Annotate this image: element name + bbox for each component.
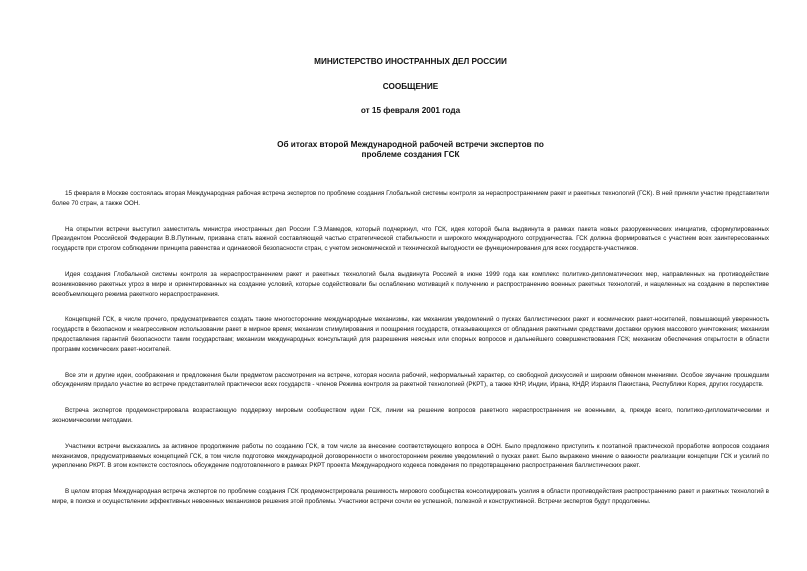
body-paragraph-3: Идея создания Глобальной системы контроля за нераспространением ракет и ракетных технологий была выдвинута Россией в июне 1999 года как комплекс политико-дипломатических мер, направленных на противодействие возникновению ракетных угроз в мире и ориентированных на создание условий, которые содействовали бы ослаблению мотиваций к получению и распространению военных ракетных технологий, и нацеленных на создание в перспективе всеобъемлющего режима ракетного нераспространения. xyxy=(52,270,769,298)
body-paragraph-8: В целом вторая Международная встреча экспертов по проблеме создания ГСК продемонстрировала решимость мирового сообщества консолидировать усилия в области противодействия распространению ракет и ракетных технологий в мире, в поиске и осуществлении эффективных невоенных механизмов решения этой проблемы. Участники встречи сочли ее успешной, полезной и конструктивной. Встречи экспертов будут продолжены. xyxy=(52,488,769,505)
body-paragraph-5: Все эти и другие идеи, соображения и предложения были предметом рассмотрения на встрече, которая носила рабочий, неформальный характер, со свободной дискуссией и широким обменом мнениями. Особое звучание прошедшим обсуждениям придало участие во встрече представителей практически всех государств - членов Режима контроля за ракетной технологией (РКРТ), а также КНР, Индии, Ирана, КНДР, Израиля Пакистана, Республики Корея, других государств. xyxy=(52,371,769,389)
body-paragraph-6: Встреча экспертов продемонстрировала возрастающую поддержку мировым сообществом идеи ГСК, линии на решение вопросов ракетного нераспространения не военными, а, прежде всего, политико-дипломатическими и экономическими методами. xyxy=(52,407,769,424)
ministry-heading: МИНИСТЕРСТВО ИНОСТРАННЫХ ДЕЛ РОССИИ xyxy=(314,57,507,66)
document-date: от 15 февраля 2001 года xyxy=(360,106,461,115)
body-paragraph-7: Участники встречи высказались за активное продолжение работы по созданию ГСК, в том числе за внесение соответствующего вопроса в ООН. Было предложено приступить к поэтапной практической проработке вопросов создания механизмов, предусматриваемых концепцией ГСК, в том числе подготовке международной договоренности о многостороннем режиме уведомлений о пусках ракет. Было выражено мнение о важности реализации концепции ГСК и усилий по укреплению РКРТ. В этом контексте состоялось обсуждение подготовленного в рамках РКРТ проекта Международного кодекса поведения по предотвращению распространения баллистических ракет. xyxy=(52,442,769,470)
document-body xyxy=(52,189,769,507)
document-title-line-2: проблеме создания ГСК xyxy=(361,150,460,159)
body-paragraph-1: 15 февраля в Москве состоялась вторая Международная рабочая встреча экспертов по проблеме создания Глобальной системы контроля за нераспространением ракет и ракетных технологий (ГСК). В ней приняли участие представители более 70 стран, а также ООН. xyxy=(52,190,769,207)
body-paragraph-2: На открытии встречи выступил заместитель министра иностранных дел России Г.Э.Мамедов, который подчеркнул, что ГСК, идея которой была выдвинута в рамках пакета новых разоруженческих инициатив, сформулированных Президентом Российской Федерации В.В.Путиным, призвана стать важной составляющей частью стратегической стабильности и широкого международного сотрудничества. ГСК должна формироваться с участием всех заинтересованных государств при строгом соблюдении принципа равенства и одинаковой безопасности стран, с учетом экономической и технической выгодности ее функционирования для всех государств-участников. xyxy=(52,225,769,253)
document-title-line-1: Об итогах второй Международной рабочей встречи экспертов по xyxy=(277,140,544,149)
body-paragraph-4: Концепцией ГСК, в числе прочего, предусматривается создать такие многосторонние международные механизмы, как механизм уведомлений о пусках баллистических ракет и космических ракет-носителей, повышающий уверенность государств в безопасном и неагрессивном использовании ракет в мирное время; механизм стимулирования и поощрения государств, отказывающихся от обладания ракетными средствами доставки оружия массового уничтожения; механизм предоставления гарантий безопасности таким государствам; механизм международных консультаций для разрешения неясных или спорных вопросов и дальнейшего совершенствования ГСК; механизм обеспечения открытости в области программ космических ракет-носителей. xyxy=(52,316,769,353)
document-title xyxy=(52,140,769,160)
document-type-heading: СООБЩЕНИЕ xyxy=(382,82,439,91)
